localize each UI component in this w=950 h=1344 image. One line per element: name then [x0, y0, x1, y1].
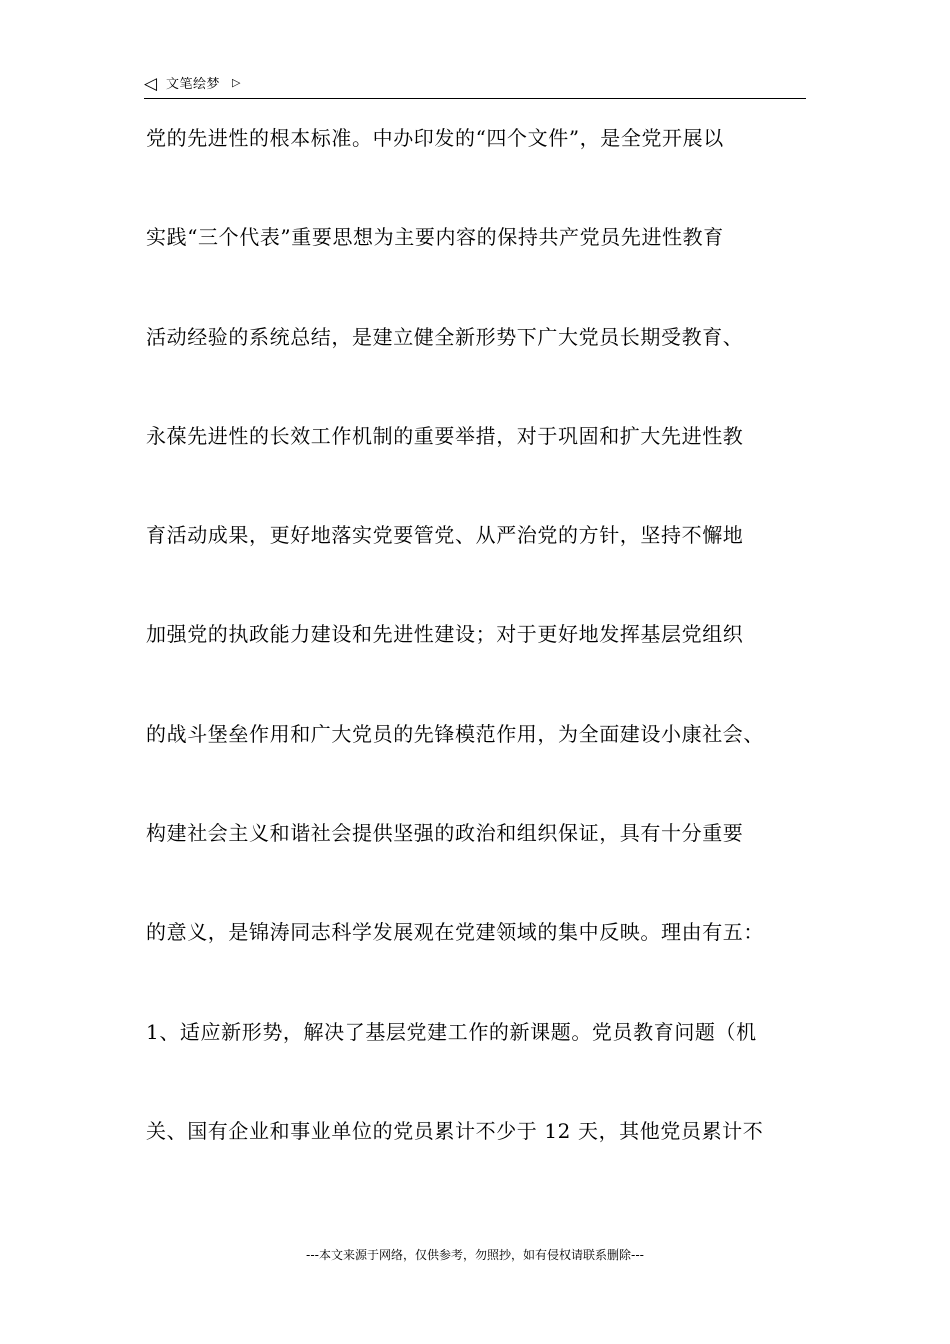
source-notice: ---本文来源于网络，仅供参考，勿照抄，如有侵权请联系删除---	[306, 1248, 644, 1262]
triangle-right-icon: ▷	[232, 76, 241, 89]
text-line: 关、国有企业和事业单位的党员累计不少于 12 天，其他党员累计不	[146, 1118, 764, 1143]
page-header	[144, 72, 806, 99]
text-line: 永葆先进性的长效工作机制的重要举措，对于巩固和扩大先进性教	[146, 423, 744, 448]
text-line: 党的先进性的根本标准。中办印发的“四个文件”，是全党开展以	[146, 126, 724, 150]
brand-name: 文笔绘梦	[166, 77, 221, 92]
text-line: 的战斗堡垒作用和广大党员的先锋模范作用，为全面建设小康社会、	[146, 721, 764, 746]
document-body	[146, 118, 826, 1210]
text-line: 加强党的执政能力建设和先进性建设；对于更好地发挥基层党组织	[146, 622, 744, 647]
text-line: 实践“三个代表”重要思想为主要内容的保持共产党员先进性教育	[146, 225, 724, 250]
triangle-left-icon: ◁	[144, 74, 158, 94]
text-line: 活动经验的系统总结，是建立健全新形势下广大党员长期受教育、	[146, 324, 744, 349]
text-line: 育活动成果，更好地落实党要管党、从严治党的方针，坚持不懈地	[146, 523, 744, 548]
text-line: 构建社会主义和谐社会提供坚强的政治和组织保证，具有十分重要	[146, 821, 744, 846]
text-line: 的意义，是锦涛同志科学发展观在党建领域的集中反映。理由有五：	[146, 920, 764, 945]
text-line: 1、适应新形势，解决了基层党建工作的新课题。党员教育问题（机	[146, 1019, 757, 1044]
